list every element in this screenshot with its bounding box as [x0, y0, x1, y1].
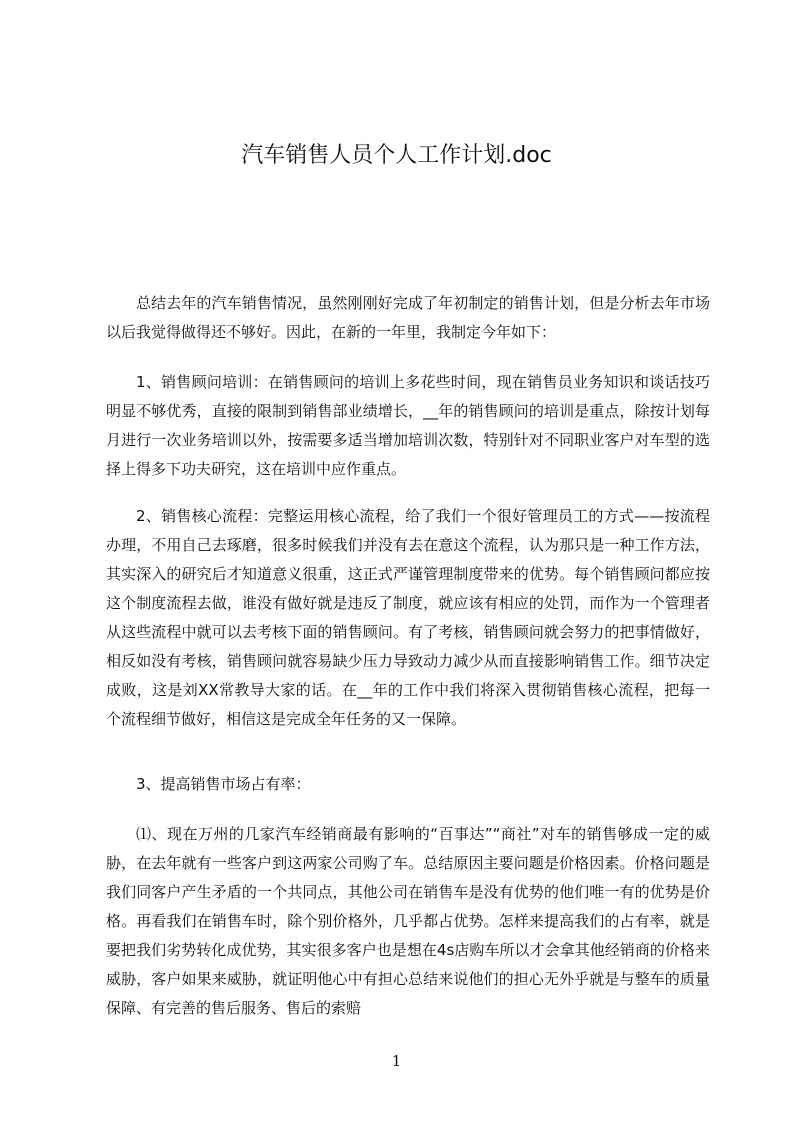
paragraph-summary: 总结去年的汽车销售情况，虽然刚刚好完成了年初制定的销售计划，但是分析去年市场以后我觉得做得还不够好。因此，在新的一年里，我制定今年如下：: [106, 294, 710, 341]
paragraph-sales-consultant-training: 1、销售顾问培训：在销售顾问的培训上多花些时间，现在销售员业务知识和谈话技巧明显不够优秀，直接的限制到销售部业绩增长，__年的销售顾问的培训是重点，除按计划每月进行一次业务培训以外，按需要多适当增加培训次数，特别针对不同职业客户对车型的选择上得多下功夫研究，这在培训中应作重点。: [106, 373, 710, 478]
paragraph-competition-analysis: ⑴、现在万州的几家汽车经销商最有影响的“百事达”“商社”对车的销售够成一定的威胁，在去年就有一些客户到这两家公司购了车。总结原因主要问题是价格因素。价格问题是我们同客户产生矛盾的一个共同点，其他公司在销售车是没有优势的他们唯一有的优势是价格。再看我们在销售车时，除个别价格外，几乎都占优势。怎样来提高我们的占有率，就是要把我们劣势转化成优势，其实很多客户也是想在4s店购车所以才会拿其他经销商的价格来威胁，客户如果来威胁，就证明他心中有担心总结来说他们的担心无外乎就是与整车的质量保障、有完善的售后服务、售后的索赔: [106, 825, 710, 1017]
document-title: 汽车销售人员个人工作计划.doc: [241, 143, 552, 168]
paragraph-core-sales-process: 2、销售核心流程：完整运用核心流程，给了我们一个很好管理员工的方式——按流程办理，不用自己去琢磨，很多时候我们并没有去在意这个流程，认为那只是一种工作方法，其实深入的研究后才知道意义很重，这正式严谨管理制度带来的优势。每个销售顾问都应按这个制度流程去做，谁没有做好就是违反了制度，就应该有相应的处罚，而作为一个管理者从这些流程中就可以去考核下面的销售顾问。有了考核，销售顾问就会努力的把事情做好，相反如没有考核，销售顾问就容易缺少压力导致动力减少从而直接影响销售工作。细节决定成败，这是刘XX常教导大家的话。在__年的工作中我们将深入贯彻销售核心流程，把每一个流程细节做好，相信这是完成全年任务的又一保障。: [106, 507, 710, 728]
paragraph-market-share-heading: 3、提高销售市场占有率：: [136, 775, 311, 793]
page-number: 1: [391, 1052, 402, 1070]
